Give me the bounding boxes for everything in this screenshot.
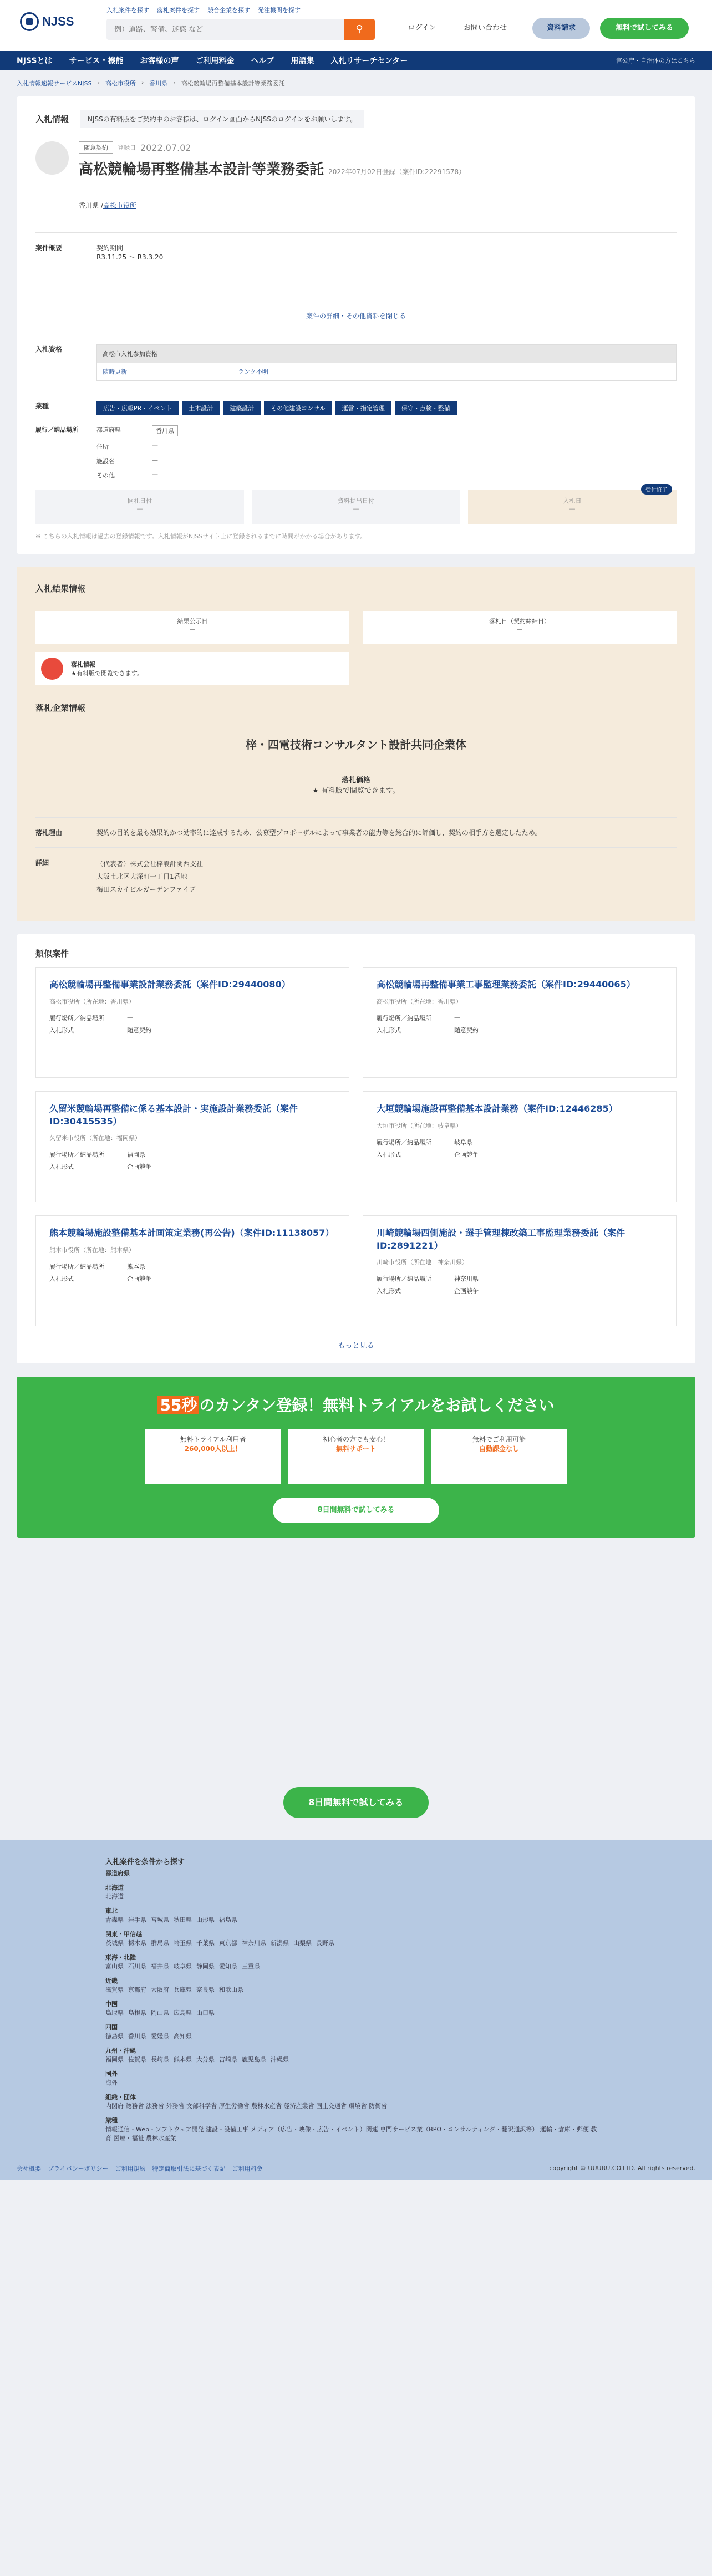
category-tag[interactable]: 土木設計	[182, 401, 220, 415]
footer-pref-link[interactable]: 神奈川県	[242, 1939, 266, 1947]
footer-pref-link[interactable]: 大分県	[196, 2056, 215, 2064]
footer-pref-link[interactable]: 京都府	[128, 1986, 146, 1994]
similar-case-title[interactable]: 高松競輪場再整備事業工事監理業務委託（案件ID:29440065）	[377, 979, 635, 990]
header-link[interactable]: 競合企業を探す	[207, 7, 250, 14]
similar-case-card[interactable]: 熊本競輪場施設整備基本計画策定業務(再公告)（案件ID:11138057） 熊本市役所（所在地：熊本県） 履行場所／納品場所 熊本県 入札形式 企画競争	[35, 1215, 349, 1326]
footer-pref-link[interactable]: 高知県	[174, 2033, 192, 2040]
header-link[interactable]: 発注機関を探す	[258, 7, 301, 14]
similar-case-card[interactable]: 高松競輪場再整備事業工事監理業務委託（案件ID:29440065） 高松市役所（所在地：香川県） 履行場所／納品場所 — 入札形式 随意契約	[363, 967, 677, 1078]
cta-banner: 55秒 のカンタン登録！無料トライアルをお試しください 無料トライアル利用者 260,000人以上！ 初心者の方でも安心！ 無料サポート 無料でご利用可能 自動課金なし 8日間無料で試してみる	[17, 1377, 695, 1538]
contact-button[interactable]: お問い合わせ	[463, 24, 507, 32]
main-nav	[0, 51, 712, 70]
org-avatar	[35, 141, 69, 175]
footer-pref-link[interactable]: 海外	[105, 2079, 118, 2087]
header-links	[106, 6, 301, 14]
footer-pref-link[interactable]: 群馬県	[151, 1939, 169, 1947]
category-tag[interactable]: その他建設コンサル	[264, 401, 332, 415]
footer-pref-link[interactable]: 岩手県	[128, 1916, 146, 1924]
footer-pref-link[interactable]: 島根県	[128, 2009, 146, 2017]
footer-pref-link[interactable]: 宮城県	[151, 1916, 169, 1924]
page-title: 高松競輪場再整備基本設計等業務委託	[79, 161, 324, 178]
footer-pref-link[interactable]: 山口県	[196, 2009, 215, 2017]
footer-pref-link[interactable]: 山梨県	[293, 1939, 312, 1947]
njss-logo[interactable]: NJSS	[20, 12, 74, 31]
nav-item[interactable]: お客様の声	[140, 57, 179, 65]
copyright: copyright © UUURU.CO.LTD. All rights reserved.	[549, 2165, 695, 2172]
footer-pref-link[interactable]: 福井県	[151, 1963, 169, 1971]
footer-pref-link[interactable]: 滋賀県	[105, 1986, 124, 1994]
org-link[interactable]: 高松市役所	[103, 202, 136, 210]
footer-pref-link[interactable]: 石川県	[128, 1963, 146, 1971]
footer-pref-link[interactable]: 茨城県	[105, 1939, 124, 1947]
similar-case-title[interactable]: 高松競輪場再整備事業設計業務委託（案件ID:29440080）	[49, 979, 291, 990]
footer-pref-link[interactable]: 埼玉県	[174, 1939, 192, 1947]
footer-pref-link[interactable]: 香川県	[128, 2033, 146, 2040]
footer-pref-link[interactable]: 新潟県	[271, 1939, 289, 1947]
nav-item[interactable]: 用語集	[291, 57, 314, 65]
section-heading: 入札情報	[35, 114, 69, 124]
footer-pref-link[interactable]: 沖縄県	[271, 2056, 289, 2064]
gov-link[interactable]: 官公庁・自治体の方はこちら	[616, 57, 695, 64]
similar-case-title[interactable]: 大垣競輪場施設再整備基本設計業務（案件ID:12446285）	[377, 1103, 618, 1114]
footer-pref-link[interactable]: 福島県	[219, 1916, 237, 1924]
footer-pref-link[interactable]: 東京都	[219, 1939, 237, 1947]
footer-region-group: 関東・甲信越 茨城県 栃木県 群馬県 埼玉県 千葉県 東京都 神奈川県 新潟県 山梨県 長野県	[105, 1931, 334, 1947]
footer-region-group: 東海・北陸 富山県 石川県 福井県 岐阜県 静岡県 愛知県 三重県	[105, 1954, 260, 1971]
footer-pref-link[interactable]: 宮崎県	[219, 2056, 237, 2064]
category-tag[interactable]: 保守・点検・整備	[395, 401, 457, 415]
logo-icon	[20, 12, 39, 31]
similar-case-card[interactable]: 川崎競輪場西側施設・選手管理棟改築工事監理業務委託（案件ID:2891221） 川崎市役所（所在地：神奈川県） 履行場所／納品場所 神奈川県 入札形式 企画競争	[363, 1215, 677, 1326]
header-link[interactable]: 入札案件を探す	[106, 7, 149, 14]
breadcrumb: 入札情報速報サービスNJSS › 高松市役所 › 香川県 › 高松競輪場再整備基本設計等業務委託	[17, 79, 285, 87]
nav-item[interactable]: サービス・機能	[69, 57, 124, 65]
footer-region-group: 中国 鳥取県 島根県 岡山県 広島県 山口県	[105, 2000, 215, 2017]
search-bar	[106, 19, 375, 40]
category-tag[interactable]: 建築設計	[223, 401, 261, 415]
footer-bar: 会社概要 プライバシーポリシー ご利用規約 特定商取引法に基づく表記 ご利用料金 copyright © UUURU.CO.LTD. All rights reserved.	[0, 2156, 712, 2180]
footer-pref-link[interactable]: 青森県	[105, 1916, 124, 1924]
footer-region-group: 四国 徳島県 香川県 愛媛県 高知県	[105, 2024, 192, 2040]
footer-pref-link[interactable]: 岐阜県	[174, 1963, 192, 1971]
footer-region-group: 北海道 北海道	[105, 1884, 124, 1901]
nav-item[interactable]: ご利用料金	[195, 57, 235, 65]
similar-case-title[interactable]: 熊本競輪場施設整備基本計画策定業務(再公告)（案件ID:11138057）	[49, 1228, 334, 1239]
footer-pref-link[interactable]: 愛知県	[219, 1963, 237, 1971]
footer-pref-link[interactable]: 山形県	[196, 1916, 215, 1924]
footer-region-group: 東北 青森県 岩手県 宮城県 秋田県 山形県 福島県	[105, 1907, 237, 1924]
category-tag[interactable]: 広告・広報PR・イベント	[96, 401, 179, 415]
result-section: 入札結果情報 結果公示日 — 落札日（契約締結日） — 落札情報 ★有料版で閲覧できます。 落札企業情報 梓・四電技術コンサルタント設計共同企業体 落札価格 ★ 有料版で閲覧できます。 落札理由 契約の目的を最も効果的かつ効率的に達成するため、公募型プロポーザルによって事業者の能力等を総合的に評価し、契約の相手方を選定したため。 詳細 （代表者）株式会社梓設計関西支社 大阪市北区大深町一丁目1番地 梅田スカイビルガーデンファイブ	[17, 567, 695, 921]
similar-case-card[interactable]: 久留米競輪場再整備に係る基本設計・実施設計業務委託（案件ID:30415535） 久留米市役所（所在地：福岡県） 履行場所／納品場所 福岡県 入札形式 企画競争	[35, 1091, 349, 1202]
similar-case-card[interactable]: 高松競輪場再整備事業設計業務委託（案件ID:29440080） 高松市役所（所在地：香川県） 履行場所／納品場所 — 入札形式 随意契約	[35, 967, 349, 1078]
footer-region-group: 国外 海外	[105, 2070, 118, 2087]
header-link[interactable]: 落札案件を探す	[157, 7, 200, 14]
nav-item[interactable]: 入札リサーチセンター	[330, 57, 408, 65]
site-header	[0, 0, 712, 51]
login-notice: NJSSの有料版をご契約中のお客様は、ログイン画面からNJSSのログインをお願いします。	[80, 110, 364, 128]
schedule-boxes: 開札日付 — 資料提出日付 — 入札日 — 受付終了	[35, 490, 677, 524]
footer-pref-link[interactable]: 静岡県	[196, 1963, 215, 1971]
footer-pref-link[interactable]: 栃木県	[128, 1939, 146, 1947]
cta-trial-button[interactable]: 8日間無料で試してみる	[273, 1498, 439, 1523]
similar-case-title[interactable]: 久留米競輪場再整備に係る基本設計・実施設計業務委託（案件ID:30415535）	[49, 1103, 298, 1127]
footer-pref-link[interactable]: 愛媛県	[151, 2033, 169, 2040]
similar-case-card[interactable]: 大垣競輪場施設再整備基本設計業務（案件ID:12446285） 大垣市役所（所在地：岐阜県） 履行場所／納品場所 岐阜県 入札形式 企画競争	[363, 1091, 677, 1202]
breadcrumb-item[interactable]: 香川県	[149, 80, 168, 87]
nav-item[interactable]: ヘルプ	[251, 57, 274, 65]
footer-pref-link[interactable]: 兵庫県	[174, 1986, 192, 1994]
lock-icon	[41, 658, 63, 680]
footer-pref-link[interactable]: 徳島県	[105, 2033, 124, 2040]
breadcrumb-item[interactable]: 入札情報速報サービスNJSS	[17, 80, 92, 87]
footer-pref-link[interactable]: 三重県	[242, 1963, 260, 1971]
docs-button[interactable]: 資料請求	[532, 18, 590, 39]
trial-button[interactable]: 無料で試してみる	[600, 18, 689, 39]
search-button[interactable]	[344, 19, 375, 40]
footer-pref-link[interactable]: 鹿児島県	[242, 2056, 266, 2064]
status-badge: 随意契約	[79, 141, 113, 154]
registration-date: 2022.07.02	[140, 142, 191, 153]
footer-pref-link[interactable]: 千葉県	[196, 1939, 215, 1947]
breadcrumb-current: 高松競輪場再整備基本設計等業務委託	[181, 80, 285, 87]
nav-item[interactable]: NJSSとは	[17, 57, 53, 65]
footer-pref-link[interactable]: 熊本県	[174, 2056, 192, 2064]
toggle-details-link[interactable]: 案件の詳細・その他資料を閉じる	[306, 312, 406, 320]
footer-pref-link[interactable]: 佐賀県	[128, 2056, 146, 2064]
footer-pref-link[interactable]: 広島県	[174, 2009, 192, 2017]
breadcrumb-item[interactable]: 高松市役所	[105, 80, 136, 87]
footer-pref-link[interactable]: 長野県	[316, 1939, 334, 1947]
footer-pref-link[interactable]: 大阪府	[151, 1986, 169, 1994]
similar-case-title[interactable]: 川崎競輪場西側施設・選手管理棟改築工事監理業務委託（案件ID:2891221）	[377, 1228, 625, 1251]
category-tag[interactable]: 運営・指定管理	[335, 401, 391, 415]
footer-region-group: 九州・沖縄 福岡県 佐賀県 長崎県 熊本県 大分県 宮崎県 鹿児島県 沖縄県	[105, 2047, 289, 2064]
footer-pref-link[interactable]: 福岡県	[105, 2056, 124, 2064]
footer-pref-link[interactable]: 和歌山県	[219, 1986, 243, 1994]
footer-pref-link[interactable]: 北海道	[105, 1893, 124, 1901]
winner-name: 梓・四電技術コンサルタント設計共同企業体	[245, 738, 467, 751]
login-button[interactable]: ログイン	[408, 24, 436, 32]
closed-badge: 受付終了	[641, 484, 672, 495]
search-icon: ⚲	[355, 23, 363, 35]
footer-trial-button[interactable]: 8日間無料で試してみる	[283, 1787, 429, 1818]
footer-pref-link[interactable]: 秋田県	[174, 1916, 192, 1924]
footer-region-group: 近畿 滋賀県 京都府 大阪府 兵庫県 奈良県 和歌山県	[105, 1977, 243, 1994]
footer-search: 入札案件を条件から探す 都道府県 北海道 北海道 東北 青森県 岩手県 宮城県 秋田県 山形県 福島県 関東・甲信越 茨城県 栃木県 群馬県 埼玉県 千葉県 東京都 神奈川県 新潟県 山梨県 長野県 東海・北陸 富山県 石川県 福井県 岐阜県 静岡県 愛知県 三重県 近畿 滋賀県 京都府 大阪府 兵庫県 奈良県 和歌山県 中国 鳥取県 島根県 岡山県 広島県 山口県 四国 徳島県 香川県 愛媛県 高知県 九州・沖縄 福岡県 佐賀県 長崎県 熊本県 大分県 宮崎県 鹿児島県 沖縄県 国外 海外 組織・団体 内閣府 総務省 法務省 外務省 文部科学省 厚生労働省 農林水産省 経済産業省 国土交通省 環境省 防衛省 業種 情報通信・Web・ソフトウェア開発 建設・設備工事 メディア（広告・映像・広告・イベント）関連 専門サービス業（BPO・コンサルティング・翻訳通訳等） 運輸・倉庫・郵便 教育 医療・福祉 農林水産業	[0, 1840, 712, 2156]
footer-pref-link[interactable]: 富山県	[105, 1963, 124, 1971]
search-input[interactable]	[106, 19, 345, 40]
footer-pref-link[interactable]: 鳥取県	[105, 2009, 124, 2017]
bid-detail-card: 入札情報 NJSSの有料版をご契約中のお客様は、ログイン画面からNJSSのログインをお願いします。 随意契約 登録日 2022.07.02 高松競輪場再整備基本設計等業務委託 2022年07月02日登録（案件ID:22291578） 香川県 /高松市役所 案件概要 契約期間 R3.11.25 ～ R3.3.20 案件の詳細・その他資料を閉じる 入札資格 高松市入札参加資格 随時更新 ランク不明 業種 広告・広報PR・イベント 土木設計 建築設計 その他建設コンサル 運営・指定管理 保守・点検・整備 履行／納品場所 都道府県 香川県 住所 — 施設名 — その他 — 開札日付 — 資料提出日付 — 入札日 — 受付終了 ※ こちらの入札情報は過去の登録情報です。入札情報がNJSSサイト上に登録されるまでに時間がかかる場合があります。	[17, 96, 695, 554]
footer-pref-link[interactable]: 長崎県	[151, 2056, 169, 2064]
footer-pref-link[interactable]: 奈良県	[196, 1986, 215, 1994]
similar-section: 類似案件 高松競輪場再整備事業設計業務委託（案件ID:29440080） 高松市役所（所在地：香川県） 履行場所／納品場所 — 入札形式 随意契約 高松競輪場再整備事業工事監理業務委託（案件ID:29440065） 高松市役所（所在地：香川県） 履行場所／納品場所 — 入札形式 随意契約 久留米競輪場再整備に係る基本設計・実施設計業務委託（案件ID:30415535） 久留米市役所（所在地：福岡県） 履行場所／納品場所 福岡県 入札形式 企画競争 大垣競輪場施設再整備基本設計業務（案件ID:12446285） 大垣市役所（所在地：岐阜県） 履行場所／納品場所 岐阜県 入札形式 企画競争 熊本競輪場施設整備基本計画策定業務(再公告)（案件ID:11138057） 熊本市役所（所在地：熊本県） 履行場所／納品場所 熊本県 入札形式 企画競争 川崎競輪場西側施設・選手管理棟改築工事監理業務委託（案件ID:2891221） 川崎市役所（所在地：神奈川県） 履行場所／納品場所 神奈川県 入札形式 企画競争 もっと見る	[17, 934, 695, 1363]
more-link[interactable]: もっと見る	[338, 1342, 374, 1351]
footer-pref-link[interactable]: 岡山県	[151, 2009, 169, 2017]
